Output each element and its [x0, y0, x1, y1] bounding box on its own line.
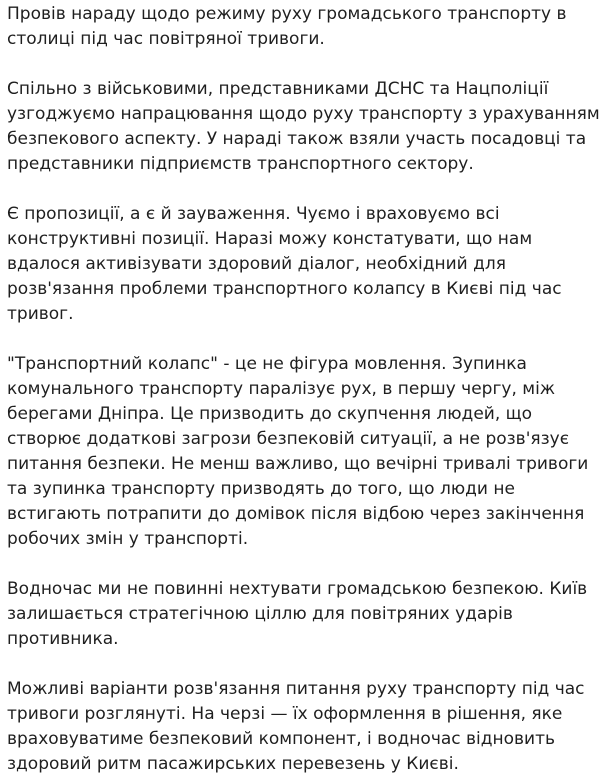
paragraph-meeting-intro: Провів нараду щодо режиму руху громадського транспорту в столиці під час повітряної тривоги.	[7, 4, 567, 49]
paragraph-transport-collapse: "Транспортний колапс" - це не фігура мовлення. Зупинка комунального транспорту паралізує рух, в першу чергу, між берегами Дніпра. Це призводить до скупчення людей, що створює додаткові загрози безпековій ситуації, а не розв'язує питання безпеки. Не менш важливо, що вечірні тривалі тривоги та зупинка транспорту призводять до того, що люди не встигають потрапити до домівок після відбою через закінчення робочих змін у транспорті.	[7, 354, 589, 549]
paragraph-public-safety: Водночас ми не повинні нехтувати громадською безпекою. Київ залишається стратегічною ціллю для повітряних ударів противника.	[7, 579, 588, 649]
paragraph-proposals: Є пропозиції, а є й зауваження. Чуємо і враховуємо всі конструктивні позиції. Наразі можу констатувати, що нам вдалося активізувати здоровий діалог, необхідний для розв'язання проблеми транспортного колапсу в Києві під час тривог.	[7, 204, 562, 324]
paragraph-solutions: Можливі варіанти розв'язання питання руху транспорту під час тривоги розглянуті. На черзі — їх оформлення в рішення, яке враховуватиме безпековий компонент, і водночас відновить здоровий ритм пасажирських перевезень у Києві.	[7, 679, 585, 774]
paragraph-cooperation: Спільно з військовими, представниками ДСНС та Нацполіції узгоджуємо напрацювання щодо руху транспорту з урахуванням безпекового аспекту. У нараді також взяли участь посадовці та представники підприємств транспортного сектору.	[7, 79, 600, 174]
post-text	[7, 2, 603, 777]
